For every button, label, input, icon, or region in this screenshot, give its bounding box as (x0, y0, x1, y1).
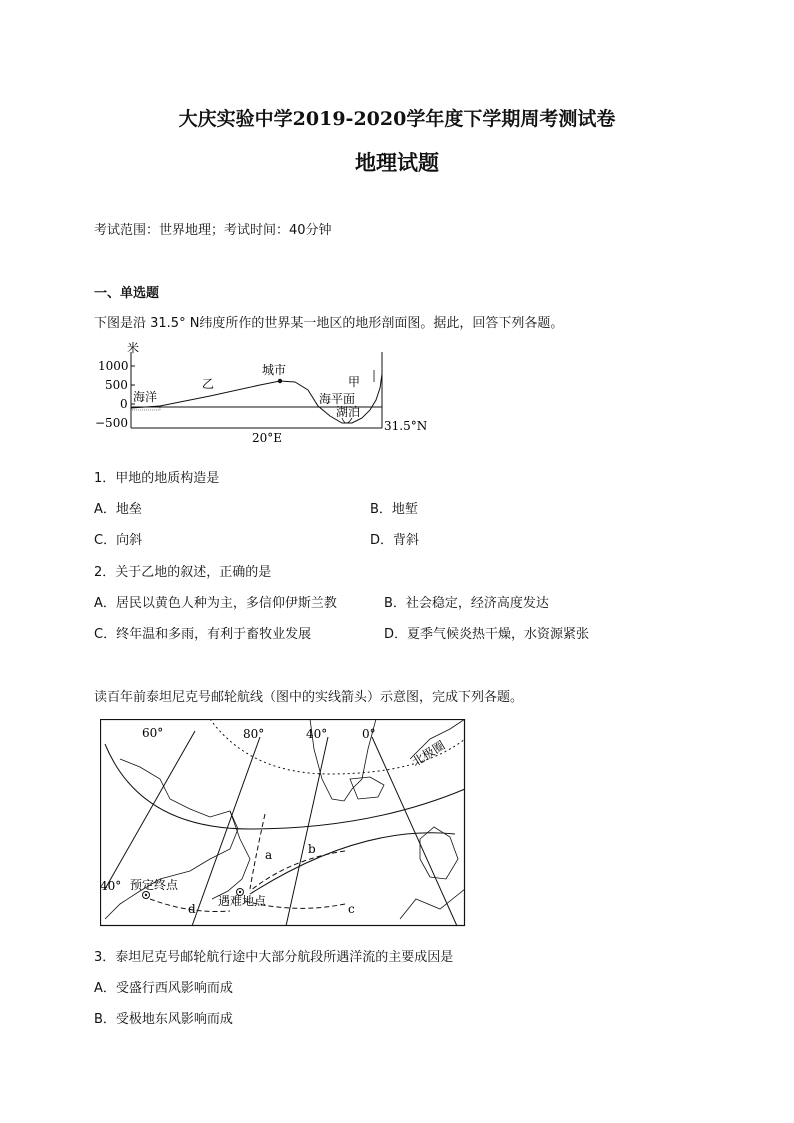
exam-info: 考试范围：世界地理；考试时间：40分钟 (94, 223, 332, 238)
y-tick-minus500: −500 (95, 416, 128, 430)
label-lon-0: 0° (362, 727, 376, 741)
label-lon-40: 40° (306, 727, 328, 741)
q1-option-c: C．向斜 (94, 533, 143, 548)
q1-option-b: B．地堑 (370, 502, 418, 517)
current-a (250, 814, 265, 889)
label-city: 城市 (262, 363, 287, 377)
question-intro-1: 下图是沿 31.5° N纬度所作的世界某一地区的地形剖面图。据此，回答下列各题。 (94, 316, 564, 331)
label-current-d: d (188, 902, 196, 916)
label-current-a: a (265, 848, 273, 862)
meridian-40 (286, 737, 328, 926)
label-arctic-circle: 北极圈 (409, 738, 448, 770)
q1-option-d: D．背斜 (370, 533, 420, 548)
y-tick-500: 500 (105, 378, 128, 392)
route-titanic-solid (250, 833, 455, 894)
y-unit-label: 米 (127, 341, 140, 355)
q3-option-a: A．受盛行西风影响而成 (94, 981, 233, 996)
paper-subtitle: 地理试题 (355, 150, 439, 175)
section-heading: 一、单选题 (94, 286, 160, 301)
q1-stem: 1．甲地的地质构造是 (94, 471, 220, 486)
label-current-b: b (308, 842, 316, 856)
city-dot (278, 379, 282, 383)
paper-title: 大庆实验中学2019-2020学年度下学期周考测试卷 (178, 108, 616, 130)
label-longitude: 20°E (252, 431, 283, 445)
label-lat-40: 40° (100, 879, 122, 893)
meridian-60 (105, 731, 195, 889)
terrain-profile-figure (90, 338, 440, 448)
q3-stem: 3．泰坦尼克号邮轮航行途中大部分航段所遇洋流的主要成因是 (94, 950, 454, 965)
label-ocean: 海洋 (133, 390, 158, 404)
label-destination: 预定终点 (130, 878, 179, 892)
label-wreck-site: 遇难地点 (218, 894, 267, 908)
q1-option-a: A．地垒 (94, 502, 142, 517)
label-lon-80: 80° (243, 727, 265, 741)
titanic-route-map (100, 719, 466, 927)
q2-option-d: D．夏季气候炎热干燥，水资源紧张 (384, 627, 590, 642)
label-sea-level: 海平面 (319, 392, 356, 406)
q2-option-a: A．居民以黄色人种为主，多信仰伊斯兰教 (94, 596, 337, 611)
q2-option-c: C．终年温和多雨，有利于畜牧业发展 (94, 627, 312, 642)
q2-option-b: B．社会稳定，经济高度发达 (384, 596, 549, 611)
label-yi: 乙 (202, 377, 215, 391)
q3-option-b: B．受极地东风影响而成 (94, 1012, 233, 1027)
q2-stem: 2．关于乙地的叙述，正确的是 (94, 565, 272, 580)
y-tick-0: 0 (120, 397, 128, 411)
label-jia: 甲 (348, 375, 361, 389)
label-current-c: c (348, 902, 355, 916)
label-lon-60: 60° (142, 726, 164, 740)
y-tick-1000: 1000 (98, 359, 129, 373)
iceland-coast (350, 777, 384, 799)
question-intro-2: 读百年前泰坦尼克号邮轮航线（图中的实线箭头）示意图，完成下列各题。 (94, 690, 524, 705)
label-lake: 湖泊 (336, 405, 361, 419)
label-latitude: 31.5°N (384, 419, 428, 433)
